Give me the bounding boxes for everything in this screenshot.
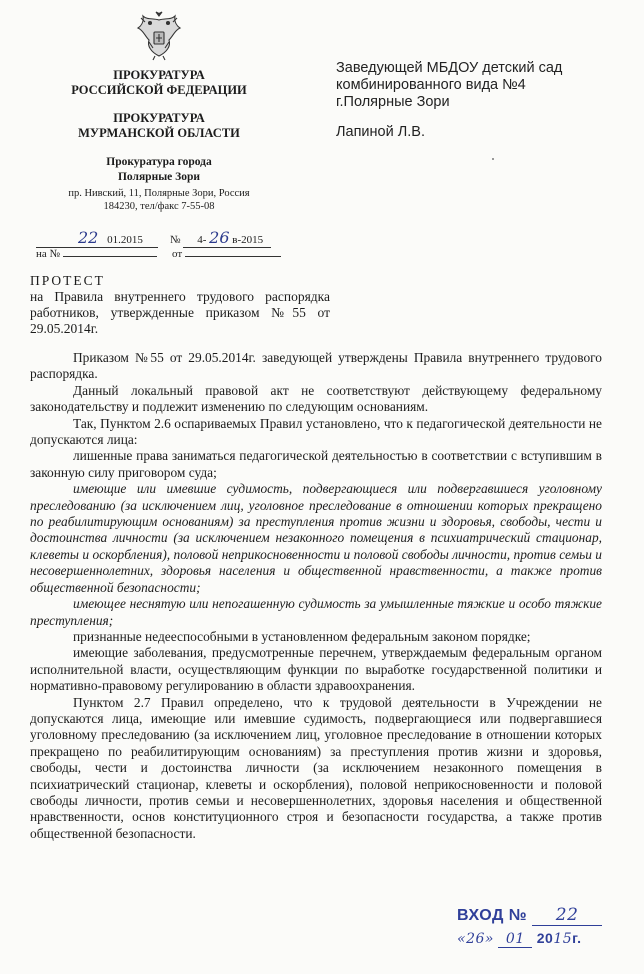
org-title-1: ПРОКУРАТУРА: [113, 68, 205, 82]
addressee-line-1: Заведующей МБДОУ детский сад: [336, 60, 563, 76]
org-title-3: ПРОКУРАТУРА: [113, 111, 205, 125]
document-body: [30, 350, 602, 842]
stamp-label: ВХОД №: [457, 907, 528, 924]
reference-number: [36, 245, 157, 260]
paragraph-9: Пунктом 2.7 Правил определено, что к трудовой деятельности в Учреждении не допускаются лица, имеющие или имевшие судимость, подвергающиеся или подвергавшиеся уголовному преследованию (за исключением лиц, уголовное преследование в отношении которых прекращено по реабилитирующим основаниям) за преступления против жизни и здоровья, свободы, чести и достоинства личности (за исключением незаконного помещения в психиатрический стационар, клеветы и оскорбления), половой неприкосновенности и половой свободы личности, против семьи и несовершеннолетних, здоровья населения и общественной нравственности, основ конституционного строя и безопасности государства, а также против общественной безопасности.: [30, 694, 602, 841]
paragraph-1: Приказом №55 от 29.05.2014г. заведующей утверждены Правила внутреннего трудового распорядка.: [30, 350, 602, 382]
date-printed: 01.2015: [107, 234, 143, 246]
paragraph-6: имеющее неснятую или непогашенную судимость за умышленные тяжкие и особо тяжкие преступления;: [30, 596, 602, 628]
stamp-year-suffix: г.: [572, 930, 582, 946]
org-title-2: РОССИЙСКОЙ ФЕДЕРАЦИИ: [71, 83, 247, 97]
org-title-6: Полярные Зори: [117, 171, 201, 183]
addressee-line-2: комбинированного вида №4: [336, 77, 526, 93]
org-title-4: МУРМАНСКОЙ ОБЛАСТИ: [78, 126, 240, 140]
stamp-year-prefix: 20: [536, 930, 554, 946]
na-label: на №: [36, 248, 61, 260]
document-subject: на Правила внутреннего трудового распорядка работников, утвержденные приказом №55 от 29.05.2014г.: [30, 289, 330, 336]
paragraph-4: лишенные права заниматься педагогической деятельностью в соответствии с вступившим в законную силу приговором суда;: [30, 448, 602, 480]
coat-of-arms-icon: [135, 10, 183, 62]
stamp-day: «26»: [457, 931, 494, 947]
number-prefix: 4-: [197, 234, 207, 246]
stamp-number-row: [457, 905, 602, 926]
org-address-1: пр. Нивский, 11, Полярные Зори, Россия: [68, 188, 250, 199]
paragraph-3: Так, Пунктом 2.6 оспариваемых Правил установлено, что к педагогической деятельности не допускаются лица:: [30, 415, 602, 448]
number-handwritten: 26: [209, 228, 230, 247]
date-handwritten: 22: [78, 228, 99, 247]
stamp-date-row: [457, 930, 602, 948]
paragraph-7: признанные недееспособными в установленном федеральным законом порядке;: [73, 628, 531, 644]
paragraph-8: имеющие заболевания, предусмотренные перечнем, утверждаемым федеральным органом исполнительной власти, осуществляющим функции по выработке государственной политики и нормативно-правовому регулированию в области здравоохранения.: [30, 645, 602, 694]
ot-label: от: [172, 248, 183, 260]
paragraph-5: имеющие или имевшие судимость, подвергающиеся или подвергавшиеся уголовному преследованию (за исключением лиц, уголовное преследование в отношении которых прекращено по реабилитирующим основаниям) за преступления против жизни и здоровья, свободы, чести и достоинства личности (за исключением незаконного помещения в психиатрический стационар, клеветы и оскорбления), половой неприкосновенности и половой свободы личности, против семьи и несовершеннолетних, здоровья населения и общественной нравственности, а также против общественной безопасности;: [30, 481, 602, 595]
number-label: №: [170, 234, 181, 246]
stamp-year: 15: [553, 931, 573, 947]
stamp-month: 01: [505, 931, 525, 947]
addressee-name: Лапиной Л.В.: [336, 124, 425, 140]
org-title-5: Прокуратура города: [106, 156, 212, 168]
paragraph-2: Данный локальный правовой акт не соответствуют действующему федеральному законодательству и подлежит изменению по следующим основаниям.: [30, 382, 602, 415]
scan-speck: [492, 158, 494, 160]
document-title: ПРОТЕСТ: [30, 273, 105, 288]
addressee-line-3: г.Полярные Зори: [336, 94, 450, 110]
stamp-number: 22: [555, 905, 579, 925]
incoming-stamp: [457, 905, 602, 948]
org-address-2: 184230, тел/факс 7-55-08: [103, 201, 215, 212]
number-suffix: в-2015: [232, 234, 264, 246]
reference-date: [172, 245, 281, 260]
